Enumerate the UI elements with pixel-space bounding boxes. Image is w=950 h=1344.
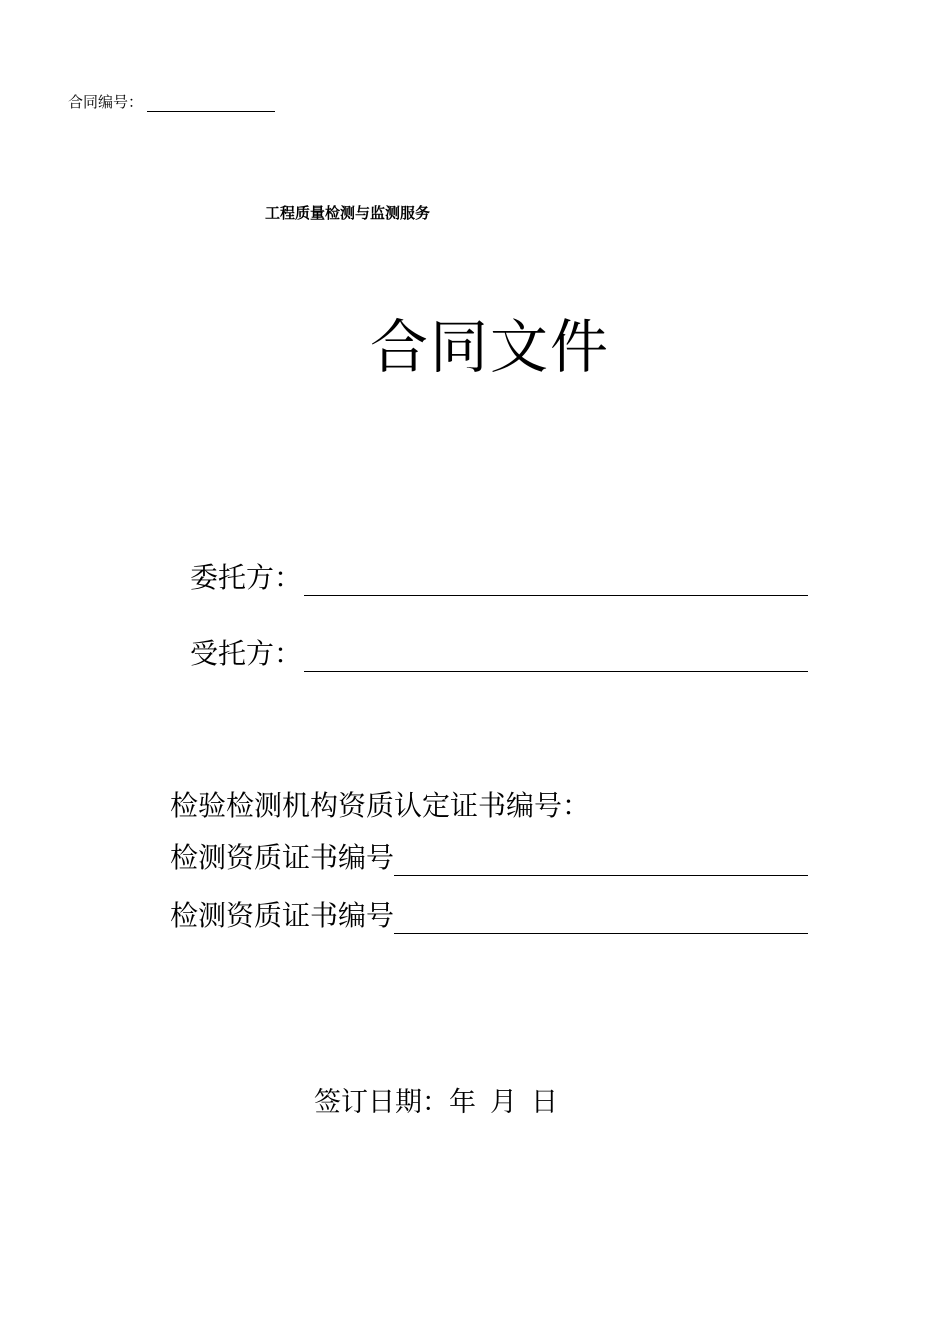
signing-date-label: 签订日期： xyxy=(314,1087,449,1118)
client-label: 委托方： xyxy=(190,561,303,594)
service-subtitle: 工程质量检测与监测服务 xyxy=(265,204,431,222)
cert-number-label-1: 检测资质证书编号 xyxy=(170,841,395,874)
contractor-row xyxy=(190,638,808,672)
cert-number-blank-2 xyxy=(394,905,808,934)
cert-number-row-2 xyxy=(170,900,808,934)
contract-number-row xyxy=(68,90,275,112)
contractor-blank xyxy=(304,643,808,672)
client-blank xyxy=(304,567,808,596)
contract-number-label: 合同编号： xyxy=(68,93,144,111)
qualification-heading: 检验检测机构资质认定证书编号： xyxy=(170,789,591,822)
signing-date-row xyxy=(314,1080,558,1119)
contractor-label: 受托方： xyxy=(190,637,303,670)
client-row xyxy=(190,562,808,596)
signing-year: 年 xyxy=(449,1087,476,1118)
signing-month: 月 xyxy=(490,1087,517,1118)
contract-number-blank xyxy=(147,95,275,112)
cert-number-label-2: 检测资质证书编号 xyxy=(170,899,395,932)
cert-number-blank-1 xyxy=(394,847,808,876)
cert-number-row-1 xyxy=(170,842,808,876)
document-title: 合同文件 xyxy=(369,313,610,381)
signing-day: 日 xyxy=(531,1087,558,1118)
